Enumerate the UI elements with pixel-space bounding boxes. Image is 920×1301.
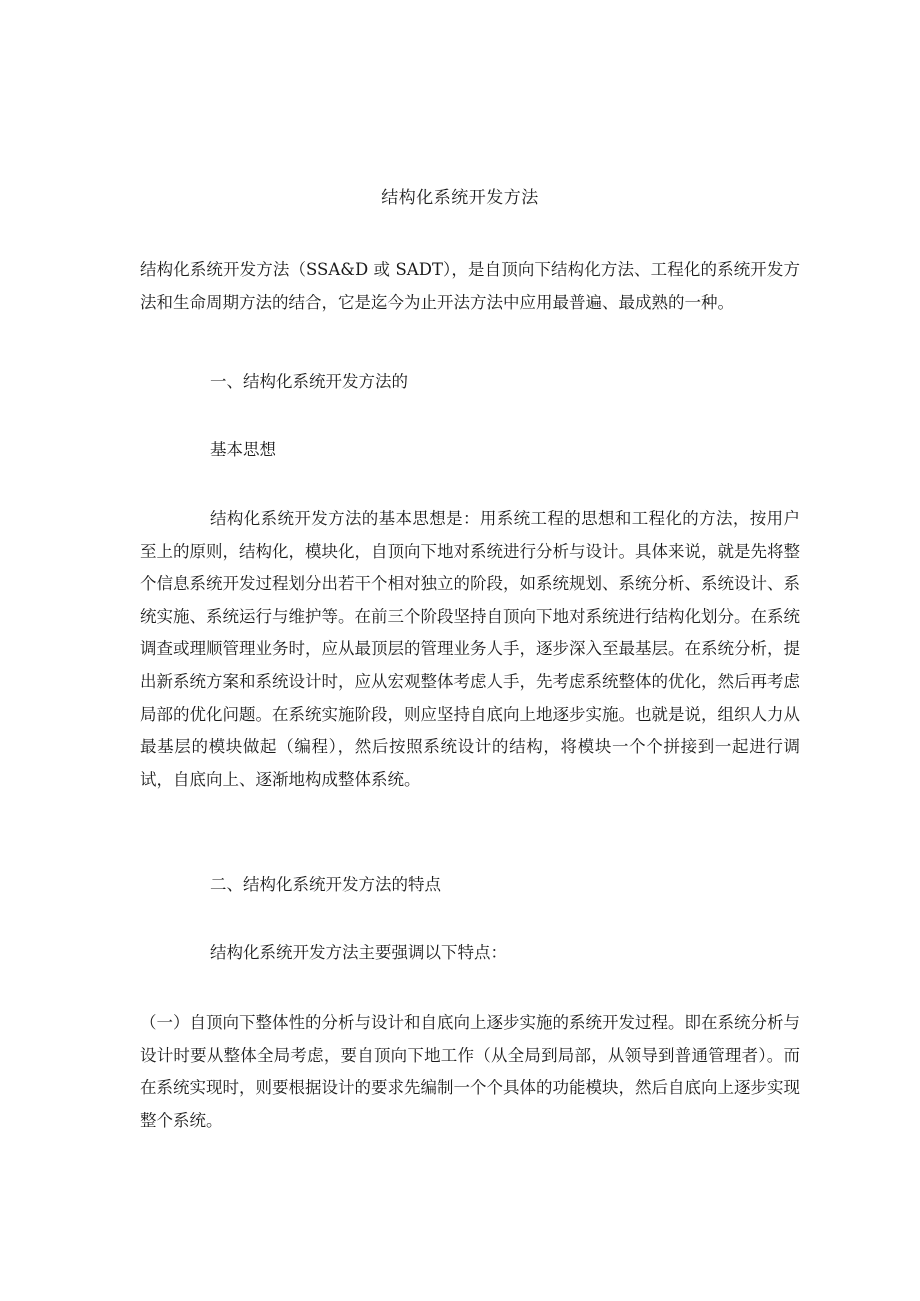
- document-title: 结构化系统开发方法: [381, 188, 539, 208]
- section1-heading: 一、结构化系统开发方法的: [210, 372, 408, 391]
- section1-subheading: 基本思想: [210, 440, 276, 459]
- section2-intro: 结构化系统开发方法主要强调以下特点：: [210, 943, 507, 962]
- section2-heading: 二、结构化系统开发方法的特点: [210, 875, 441, 894]
- feature1-paragraph: （一）自顶向下整体性的分析与设计和自底向上逐步实施的系统开发过程。即在系统分析与设计时要从整体全局考虑，要自顶向下地工作（从全局到局部，从领导到普通管理者）。而在系统实现时，则要根据设计的要求先编制一个个具体的功能模块，然后自底向上逐步实现整个系统。: [140, 1013, 800, 1130]
- intro-paragraph: 结构化系统开发方法（SSA&D 或 SADT），是自顶向下结构化方法、工程化的系统开发方法和生命周期方法的结合，它是迄今为止开法方法中应用最普遍、最成熟的一种。: [140, 260, 800, 312]
- section1-body-paragraph: 结构化系统开发方法的基本思想是：用系统工程的思想和工程化的方法，按用户至上的原则，结构化，模块化，自顶向下地对系统进行分析与设计。具体来说，就是先将整个信息系统开发过程划分出若干个相对独立的阶段，如系统规划、系统分析、系统设计、系统实施、系统运行与维护等。在前三个阶段坚持自顶向下地对系统进行结构化划分。在系统调查或理顺管理业务时，应从最顶层的管理业务人手，逐步深入至最基层。在系统分析，提出新系统方案和系统设计时，应从宏观整体考虑人手，先考虑系统整体的优化，然后再考虑局部的优化问题。在系统实施阶段，则应坚持自底向上地逐步实施。也就是说，组织人力从最基层的模块做起（编程），然后按照系统设计的结构，将模块一个个拼接到一起进行调试，自底向上、逐渐地构成整体系统。: [140, 509, 800, 789]
